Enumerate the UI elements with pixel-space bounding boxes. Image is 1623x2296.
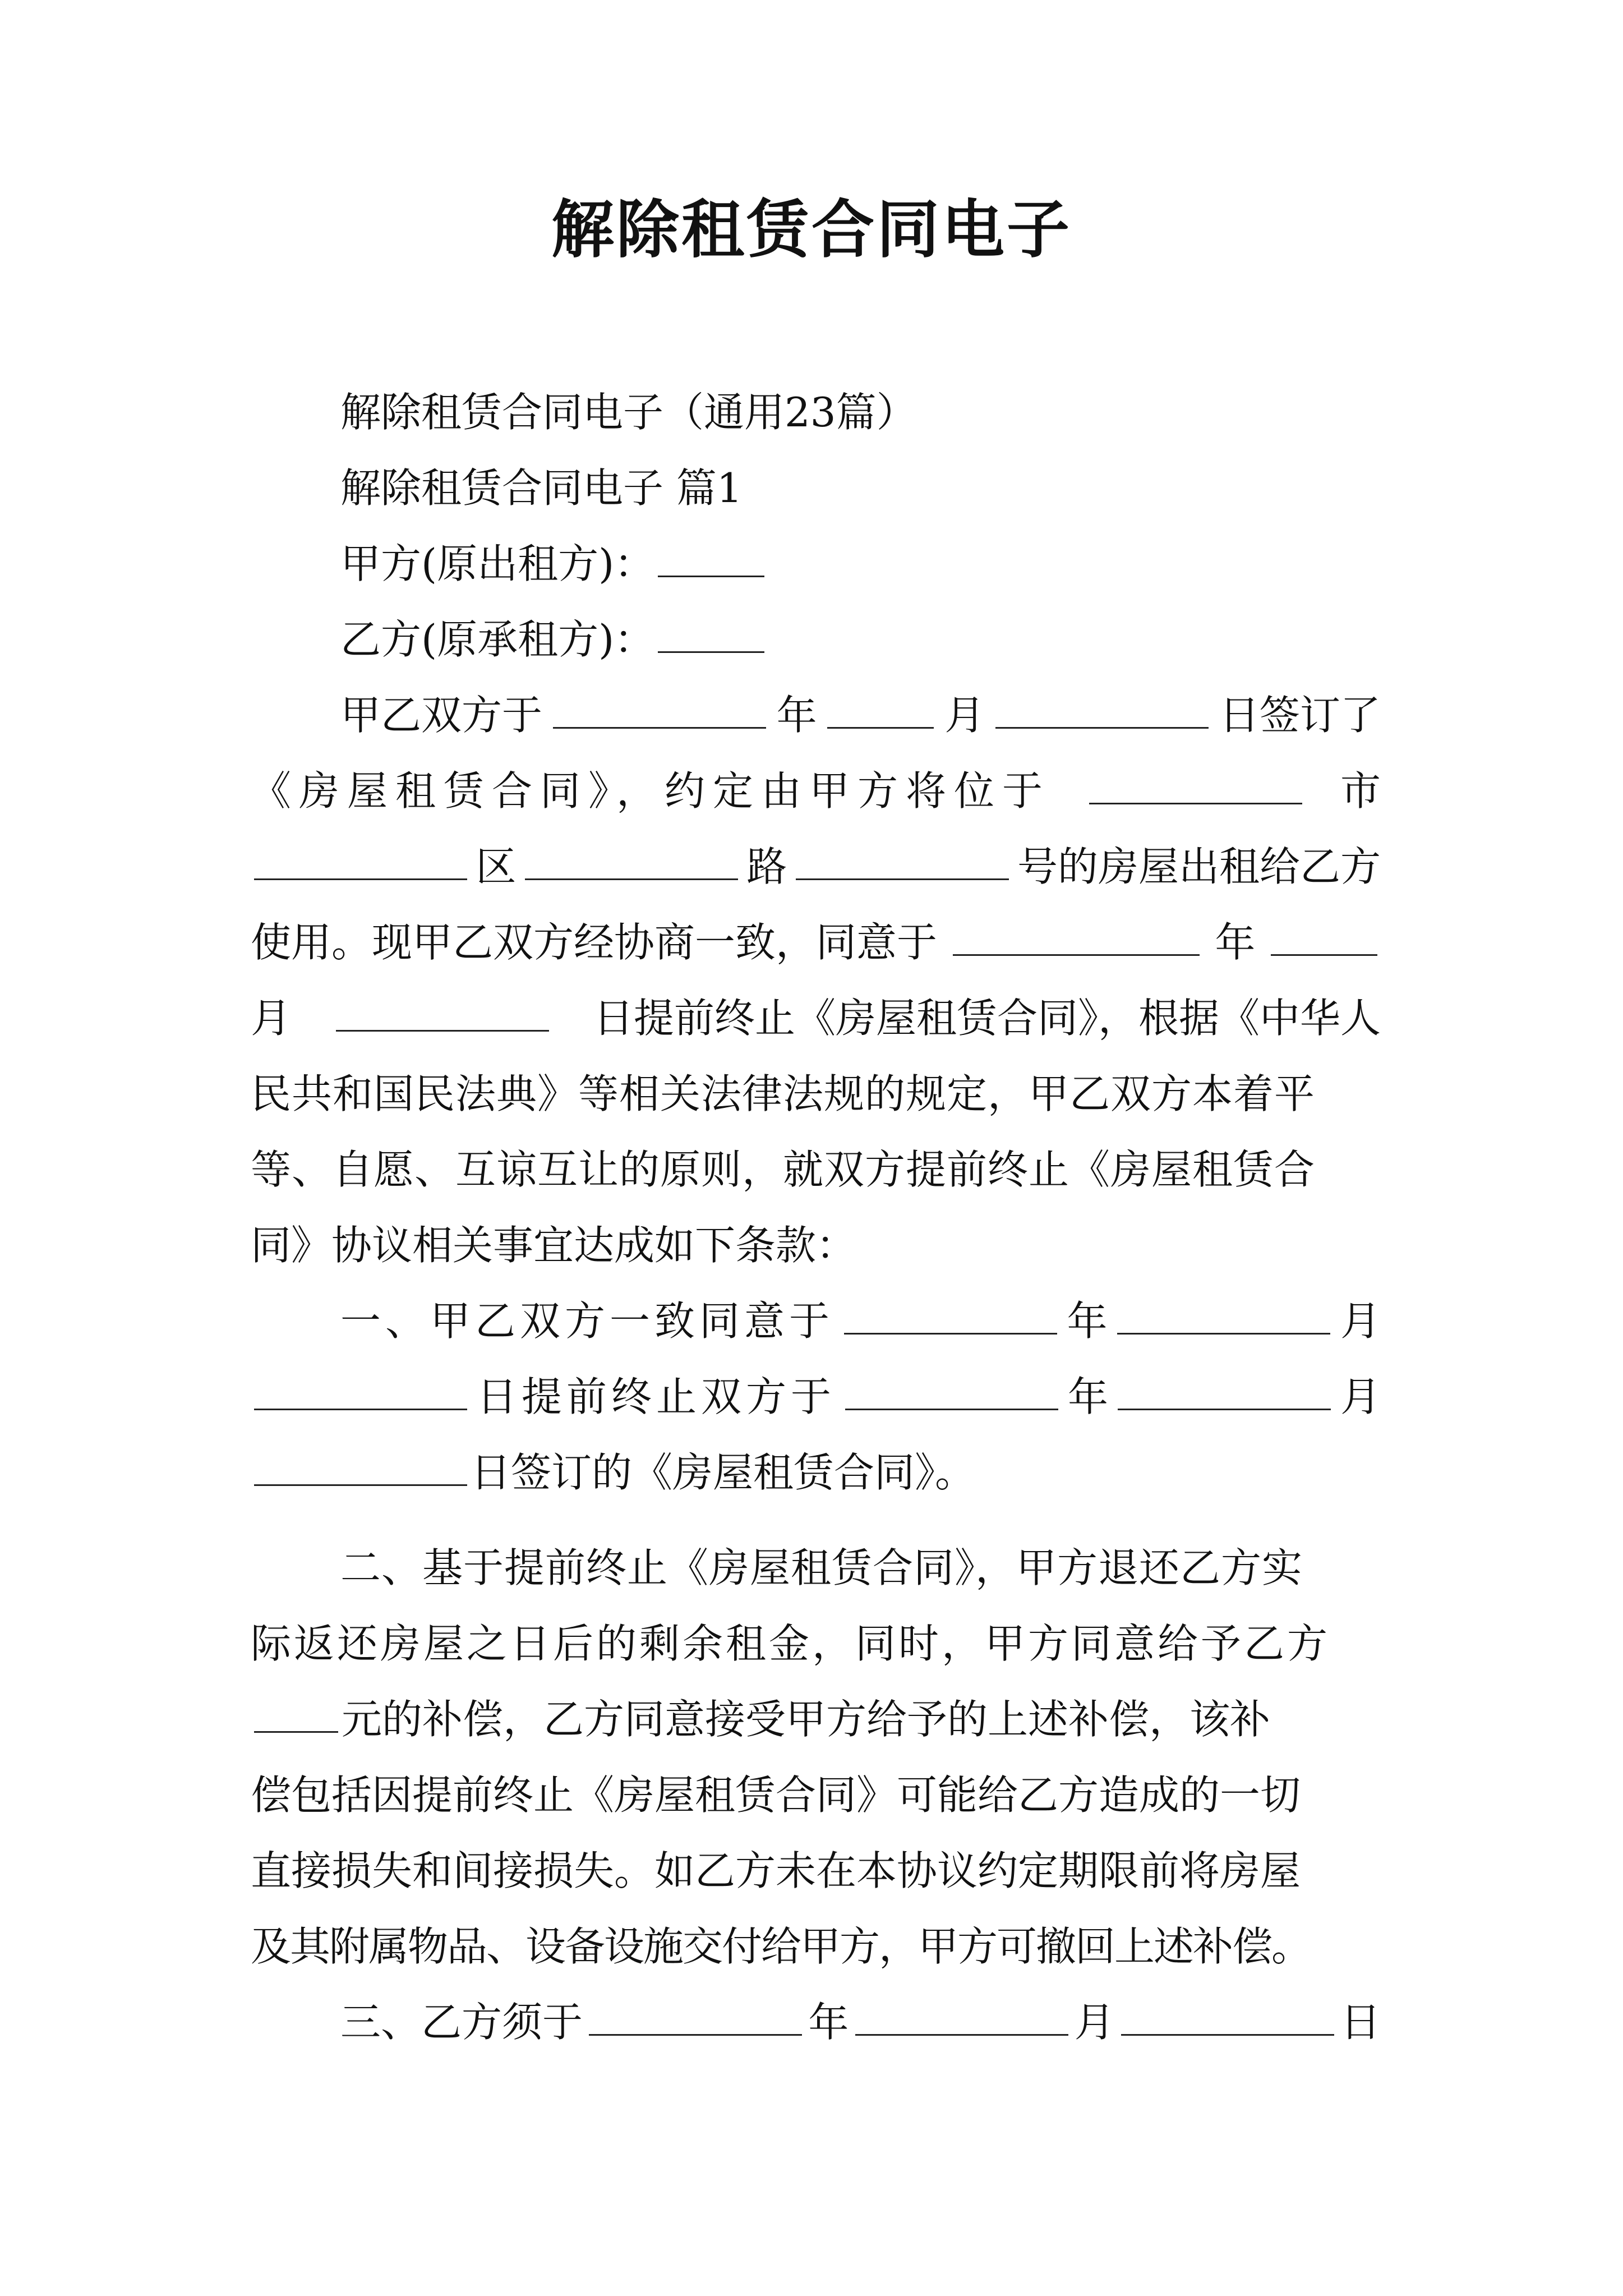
text-segment: 等、自愿、互谅互让的原则，就双方提前终止《房屋租赁合 — [251, 1146, 1316, 1193]
text-segment: 年 — [808, 1999, 849, 2046]
text-segment: 年 — [1067, 1297, 1108, 1345]
doc-line — [251, 1439, 1381, 1506]
text-segment: 月 — [1074, 1999, 1115, 2046]
doc-line — [251, 606, 1381, 673]
date-blank — [553, 687, 766, 729]
doc-line — [251, 1837, 1381, 1904]
text-segment: 日提前终止《房屋租赁合同》，根据《中华人 — [593, 995, 1381, 1042]
doc-line — [251, 757, 1381, 825]
text-segment: 市 — [1340, 767, 1381, 815]
doc-line — [251, 454, 1381, 522]
text-segment: 直接损失和间接损失。如乙方未在本协议约定期限前将房屋 — [251, 1847, 1301, 1894]
text-segment: 元的补偿，乙方同意接受甲方给予的上述补偿，该补 — [342, 1696, 1271, 1743]
doc-line — [251, 909, 1381, 976]
address-blank — [254, 838, 467, 880]
date-blank — [1121, 1994, 1334, 2036]
text-segment: 号的房屋出租给乙方 — [1017, 843, 1381, 890]
section-heading: 解除租赁合同电子 篇1 — [340, 464, 743, 512]
text-segment: 日签订了 — [1219, 692, 1381, 739]
text-segment: 甲乙双方于 — [340, 692, 543, 739]
doc-line — [251, 833, 1381, 900]
doc-line — [251, 1913, 1381, 1980]
date-blank — [844, 1292, 1057, 1335]
text-segment: 年 — [1067, 1373, 1108, 1420]
party-b-label: 乙方(原承租方)： — [340, 616, 655, 663]
text-segment: 使用。现甲乙双方经协商一致，同意于 — [251, 919, 938, 966]
text-segment: 日 — [1340, 1999, 1381, 2046]
date-blank — [1117, 1292, 1330, 1335]
doc-line — [251, 682, 1381, 749]
text-segment: 际返还房屋之日后的剩余租金，同时，甲方同意给予乙方 — [251, 1620, 1331, 1667]
text-segment: 年 — [1215, 919, 1256, 966]
party-a-label: 甲方(原出租方)： — [340, 540, 655, 587]
text-segment: 《房屋租赁合同》，约定由甲方将位于 — [251, 767, 1051, 815]
date-blank — [336, 990, 549, 1032]
text-segment: 二、基于提前终止《房屋租赁合同》，甲方退还乙方实 — [340, 1544, 1303, 1591]
date-blank — [855, 1994, 1068, 2036]
text-segment: 偿包括因提前终止《房屋租赁合同》可能给乙方造成的一切 — [251, 1772, 1301, 1819]
date-blank — [1118, 1368, 1331, 1410]
date-blank — [254, 1444, 467, 1486]
text-segment: 日签订的《房屋租赁合同》。 — [471, 1449, 976, 1496]
doc-line — [251, 1610, 1381, 1677]
party-b-blank — [658, 611, 764, 653]
date-blank — [845, 1368, 1058, 1410]
text-segment: 月 — [1340, 1297, 1381, 1345]
address-blank — [525, 838, 738, 880]
text-segment: 年 — [776, 692, 817, 739]
document-title: 解除租赁合同电子 — [551, 193, 1072, 266]
text-segment: 路 — [746, 843, 787, 890]
doc-line — [251, 1212, 1381, 1279]
doc-line — [251, 530, 1381, 597]
subtitle: 解除租赁合同电子（通用23篇） — [340, 389, 917, 436]
doc-line — [251, 984, 1381, 1052]
doc-line — [251, 1761, 1381, 1829]
text-segment: 日提前终止双方于 — [476, 1373, 836, 1420]
doc-line — [251, 379, 1381, 446]
party-a-blank — [658, 535, 764, 577]
date-blank — [827, 687, 934, 729]
doc-line — [251, 1363, 1381, 1430]
doc-line — [251, 1989, 1381, 2056]
doc-line — [251, 1686, 1381, 1753]
address-blank — [1089, 762, 1302, 804]
text-segment: 区 — [476, 843, 517, 890]
text-segment: 三、乙方须于 — [340, 1999, 583, 2046]
text-segment: 月 — [944, 692, 985, 739]
text-segment: 月 — [1340, 1373, 1381, 1420]
doc-line — [251, 1060, 1381, 1128]
amount-blank — [254, 1691, 338, 1733]
text-segment: 同》协议相关事宜达成如下条款： — [251, 1222, 857, 1269]
doc-line — [251, 1287, 1381, 1355]
date-blank — [1271, 914, 1377, 956]
date-blank — [589, 1994, 802, 2036]
doc-line — [251, 1534, 1381, 1602]
date-blank — [254, 1368, 467, 1410]
text-segment: 月 — [251, 995, 292, 1042]
date-blank — [953, 914, 1200, 956]
text-segment: 民共和国民法典》等相关法律法规的规定，甲乙双方本着平 — [251, 1070, 1316, 1117]
doc-line — [251, 1136, 1381, 1203]
text-segment: 一、甲乙双方一致同意于 — [340, 1297, 834, 1345]
text-segment: 及其附属物品、设备设施交付给甲方，甲方可撤回上述补偿。 — [251, 1923, 1311, 1970]
address-blank — [796, 838, 1009, 880]
date-blank — [995, 687, 1209, 729]
